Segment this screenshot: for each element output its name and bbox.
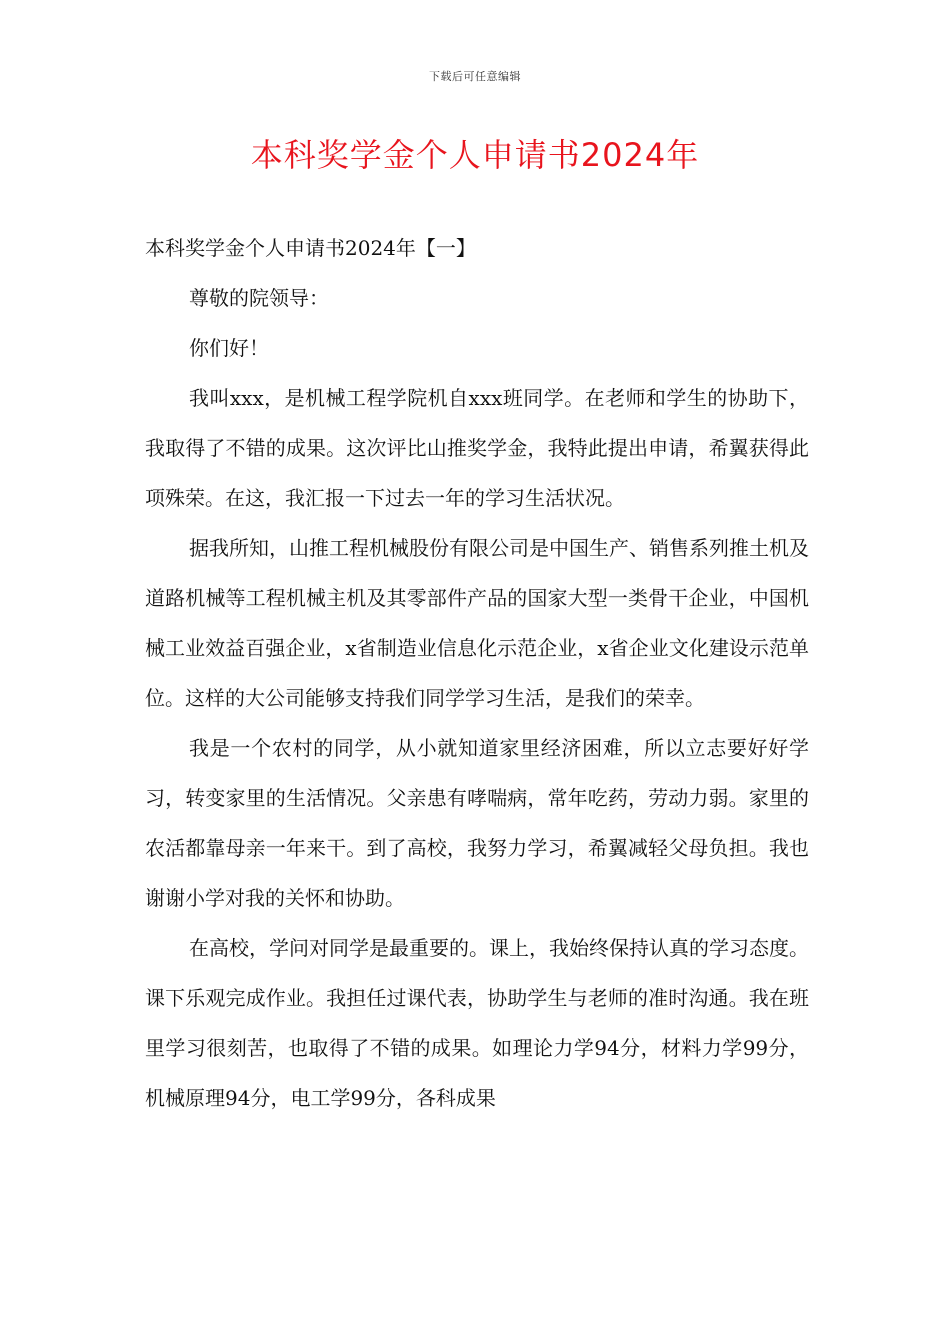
- paragraph-family: 我是一个农村的同学，从小就知道家里经济困难，所以立志要好好学习，转变家里的生活情况。父亲患有哮喘病，常年吃药，劳动力弱。家里的农活都靠母亲一年来干。到了高校，我努力学习，希翼减轻父母负担。我也谢谢小学对我的关怀和协助。: [145, 736, 809, 910]
- greeting: 你们好！: [189, 336, 269, 360]
- section-heading: 本科奖学金个人申请书2024年【一】: [145, 236, 476, 260]
- paragraph-intro: 我叫xxx，是机械工程学院机自xxx班同学。在老师和学生的协助下，我取得了不错的成果。这次评比山推奖学金，我特此提出申请，希翼获得此项殊荣。在这，我汇报一下过去一年的学习生活状况。: [145, 386, 809, 510]
- document-title: 本科奖学金个人申请书2024年: [250, 136, 700, 174]
- header-note: 下载后可任意编辑: [429, 70, 521, 83]
- paragraph-study: 在高校，学问对同学是最重要的。课上，我始终保持认真的学习态度。课下乐观完成作业。我担任过课代表，协助学生与老师的准时沟通。我在班里学习很刻苦，也取得了不错的成果。如理论力学94分，材料力学99分，机械原理94分，电工学99分，各科成果: [145, 936, 809, 1110]
- paragraph-company: 据我所知，山推工程机械股份有限公司是中国生产、销售系列推土机及道路机械等工程机械主机及其零部件产品的国家大型一类骨干企业，中国机械工业效益百强企业，x省制造业信息化示范企业，x省企业文化建设示范单位。这样的大公司能够支持我们同学学习生活，是我们的荣幸。: [145, 536, 809, 710]
- salutation: 尊敬的院领导：: [189, 286, 329, 310]
- document-body: [145, 223, 809, 1123]
